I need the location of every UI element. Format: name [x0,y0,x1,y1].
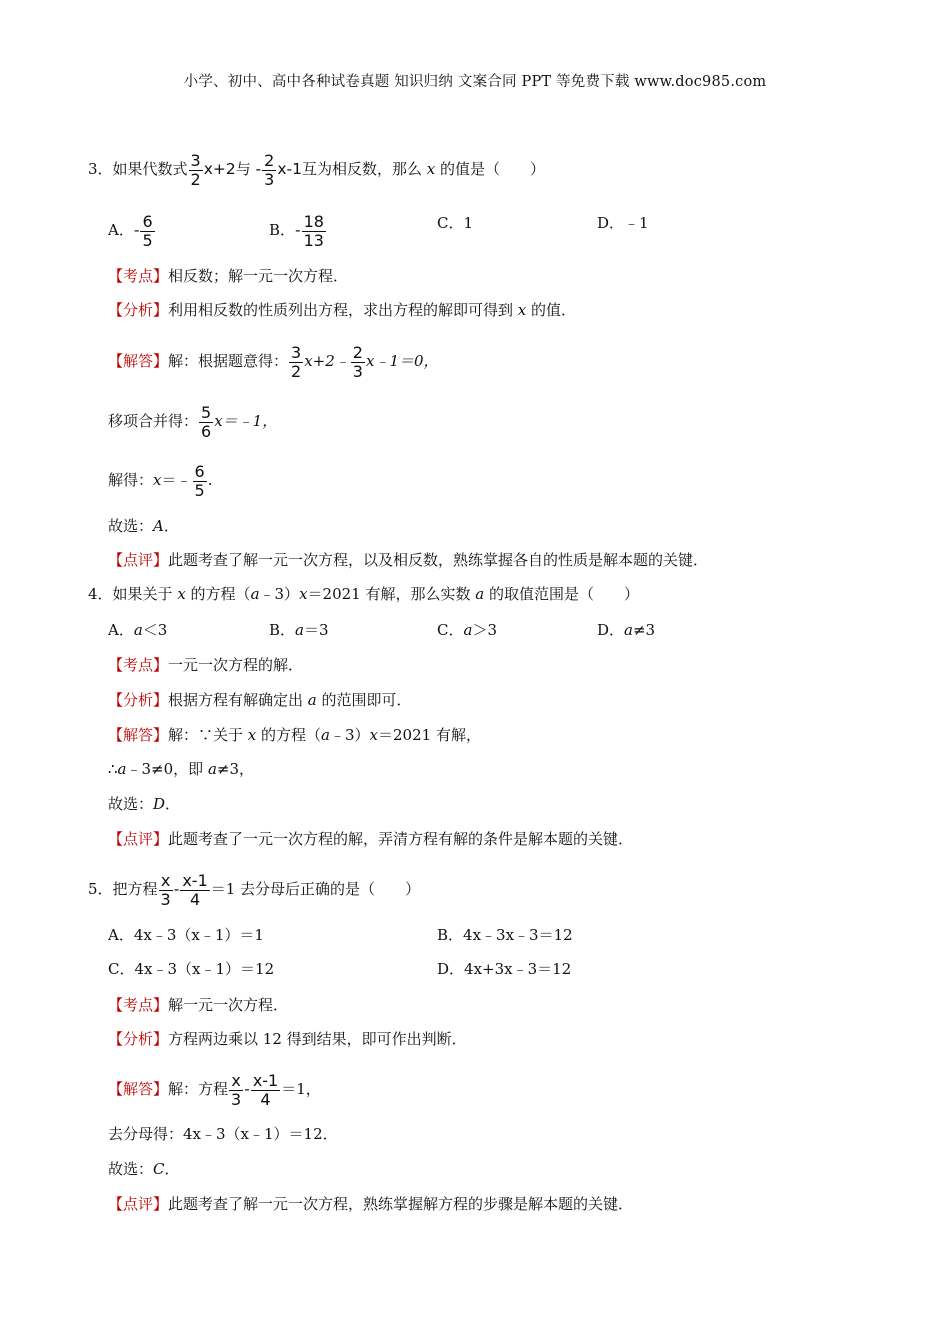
q3-fenxi: 【分析】利用相反数的性质列出方程，求出方程的解即可得到 x 的值． [108,301,577,319]
q5-jieda: 【解答】解：方程 $\frac{x}{3}$ - $\frac{x-1}{4}$ ＝1， [108,1071,321,1109]
q5-frac-2: $\frac{x-1}{4}$ [182,871,208,909]
q5-option-c: C．4x﹣3（x﹣1）＝12 [108,960,275,978]
q3-kaodian: 【考点】相反数；解一元一次方程． [108,267,349,285]
q4-dianping: 【点评】此题考查了一元一次方程的解，弄清方程有解的条件是解本题的关键． [108,830,634,848]
q5-step-2: 去分母得：4x﹣3（x﹣1）＝12． [108,1125,338,1143]
q4-fenxi: 【分析】根据方程有解确定出 a 的范围即可． [108,691,412,709]
q4-choose: 故选：D． [108,795,181,813]
q4-option-b: B．a＝3 [269,621,329,639]
q3-frac-1: $\frac{3}{2}$ [190,151,201,189]
q5-dianping: 【点评】此题考查了解一元一次方程，熟练掌握解方程的步骤是解本题的关键． [108,1195,634,1213]
q3-jieda: 【解答】解：根据题意得： $\frac{3}{2}$ x+2﹣ $\frac{2}{3}$ x﹣1＝0， [108,343,439,381]
q3-stem: 3．如果代数式 $\frac{3}{2}$ x+2与 - $\frac{2}{3}$ x-1互为相反数，那么 x 的值是（ ） [88,151,545,189]
q5-option-d: D．4x+3x﹣3＝12 [437,960,572,978]
q3-step-3: 解得：x＝﹣ $\frac{6}{5}$ . [108,462,213,500]
q5-kaodian: 【考点】解一元一次方程． [108,996,289,1014]
q4-step-2: ∴a﹣3≠0，即 a≠3， [108,760,255,778]
q4-stem: 4．如果关于 x 的方程（a﹣3）x＝2021 有解，那么实数 a 的取值范围是（ ） [88,585,639,603]
q4-jieda: 【解答】解：∵关于 x 的方程（a﹣3）x＝2021 有解， [108,726,481,744]
q3-step-2: 移项合并得： $\frac{5}{6}$ x＝﹣1， [108,403,278,441]
q3-dianping: 【点评】此题考查了解一元一次方程，以及相反数，熟练掌握各自的性质是解本题的关键． [108,551,709,569]
q5-fenxi: 【分析】方程两边乘以 12 得到结果，即可作出判断． [108,1030,467,1048]
q5-choose: 故选：C． [108,1160,180,1178]
q3-frac-2: $\frac{2}{3}$ [264,151,275,189]
q3-option-b: B．- $\frac{18}{13}$ [269,212,324,250]
q4-option-c: C．a＞3 [437,621,497,639]
q5-stem: 5．把方程 $\frac{x}{3}$ - $\frac{x-1}{4}$ ＝1 去分母后正确的是（ ） [88,871,421,909]
q3-option-c: C．1 [437,214,474,232]
q3-option-d: D．﹣1 [597,214,649,232]
q4-option-a: A．a＜3 [108,621,168,639]
q3-option-a: A．- $\frac{6}{5}$ [108,212,153,250]
page-header: 小学、初中、高中各种试卷真题 知识归纳 文案合同 PPT 等免费下载 www.doc985.com [183,74,767,90]
q3-choose: 故选：A． [108,517,179,535]
q5-option-a: A．4x﹣3（x﹣1）＝1 [108,926,264,944]
q4-option-d: D．a≠3 [597,621,656,639]
q5-frac-1: $\frac{x}{3}$ [160,871,171,909]
q4-kaodian: 【考点】一元一次方程的解． [108,656,304,674]
q5-option-b: B．4x﹣3x﹣3＝12 [437,926,573,944]
